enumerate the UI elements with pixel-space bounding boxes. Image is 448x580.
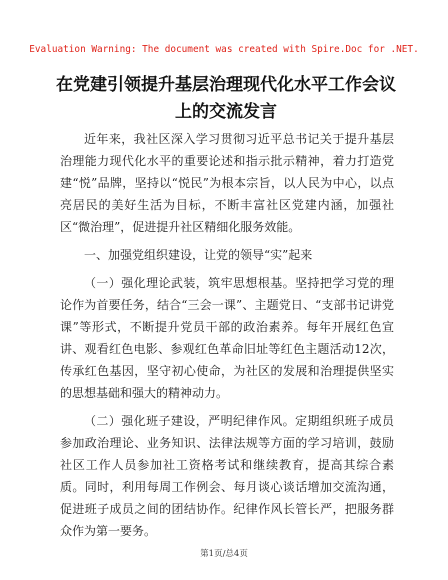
document-title: 在党建引领提升基层治理现代化水平工作会议上的交流发言 [56,75,396,122]
page-footer: 第1页/总4页 [200,549,248,559]
intro-paragraph: 近年来，我社区深入学习贯彻习近平总书记关于提升基层治理能力现代化水平的重要论述和指示批示精神，着力打造党建“悦”品牌，坚持以“悦民”为根本宗旨，以人民为中心，以点亮居民的美好生活为目标，不断丰富社区党建内涵，加强社区“微治理”，促进提升社区精细化服务效能。 [60,132,394,234]
section-heading: 一、加强党组织建设，让党的领导“实”起来 [84,248,313,262]
document-body [60,128,394,544]
body-paragraph: （二）强化班子建设，严明纪律作风。定期组织班子成员参加政治理论、业务知识、法律法规等方面的学习培训，鼓励社区工作人员参加社工资格考试和继续教育，提高其综合素质。同时，利用每周工作例会、每月谈心谈话增加交流沟通，促进班子成员之间的团结协作。纪律作风长管长严，把服务群众作为第一要务。 [60,414,394,538]
body-paragraph: （一）强化理论武装，筑牢思想根基。坚持把学习党的理论作为首要任务，结合“三会一课”、主题党日、“支部书记讲党课”等形式，不断提升党员干部的政治素养。每年开展红色宣讲、观看红色电影、参观红色革命旧址等红色主题活动12次，传承红色基因，坚守初心使命，为社区的发展和治理提供坚实的思想基础和强大的精神动力。 [60,276,394,400]
evaluation-warning: Evaluation Warning: The document was created with Spire.Doc for .NET. [29,44,419,55]
